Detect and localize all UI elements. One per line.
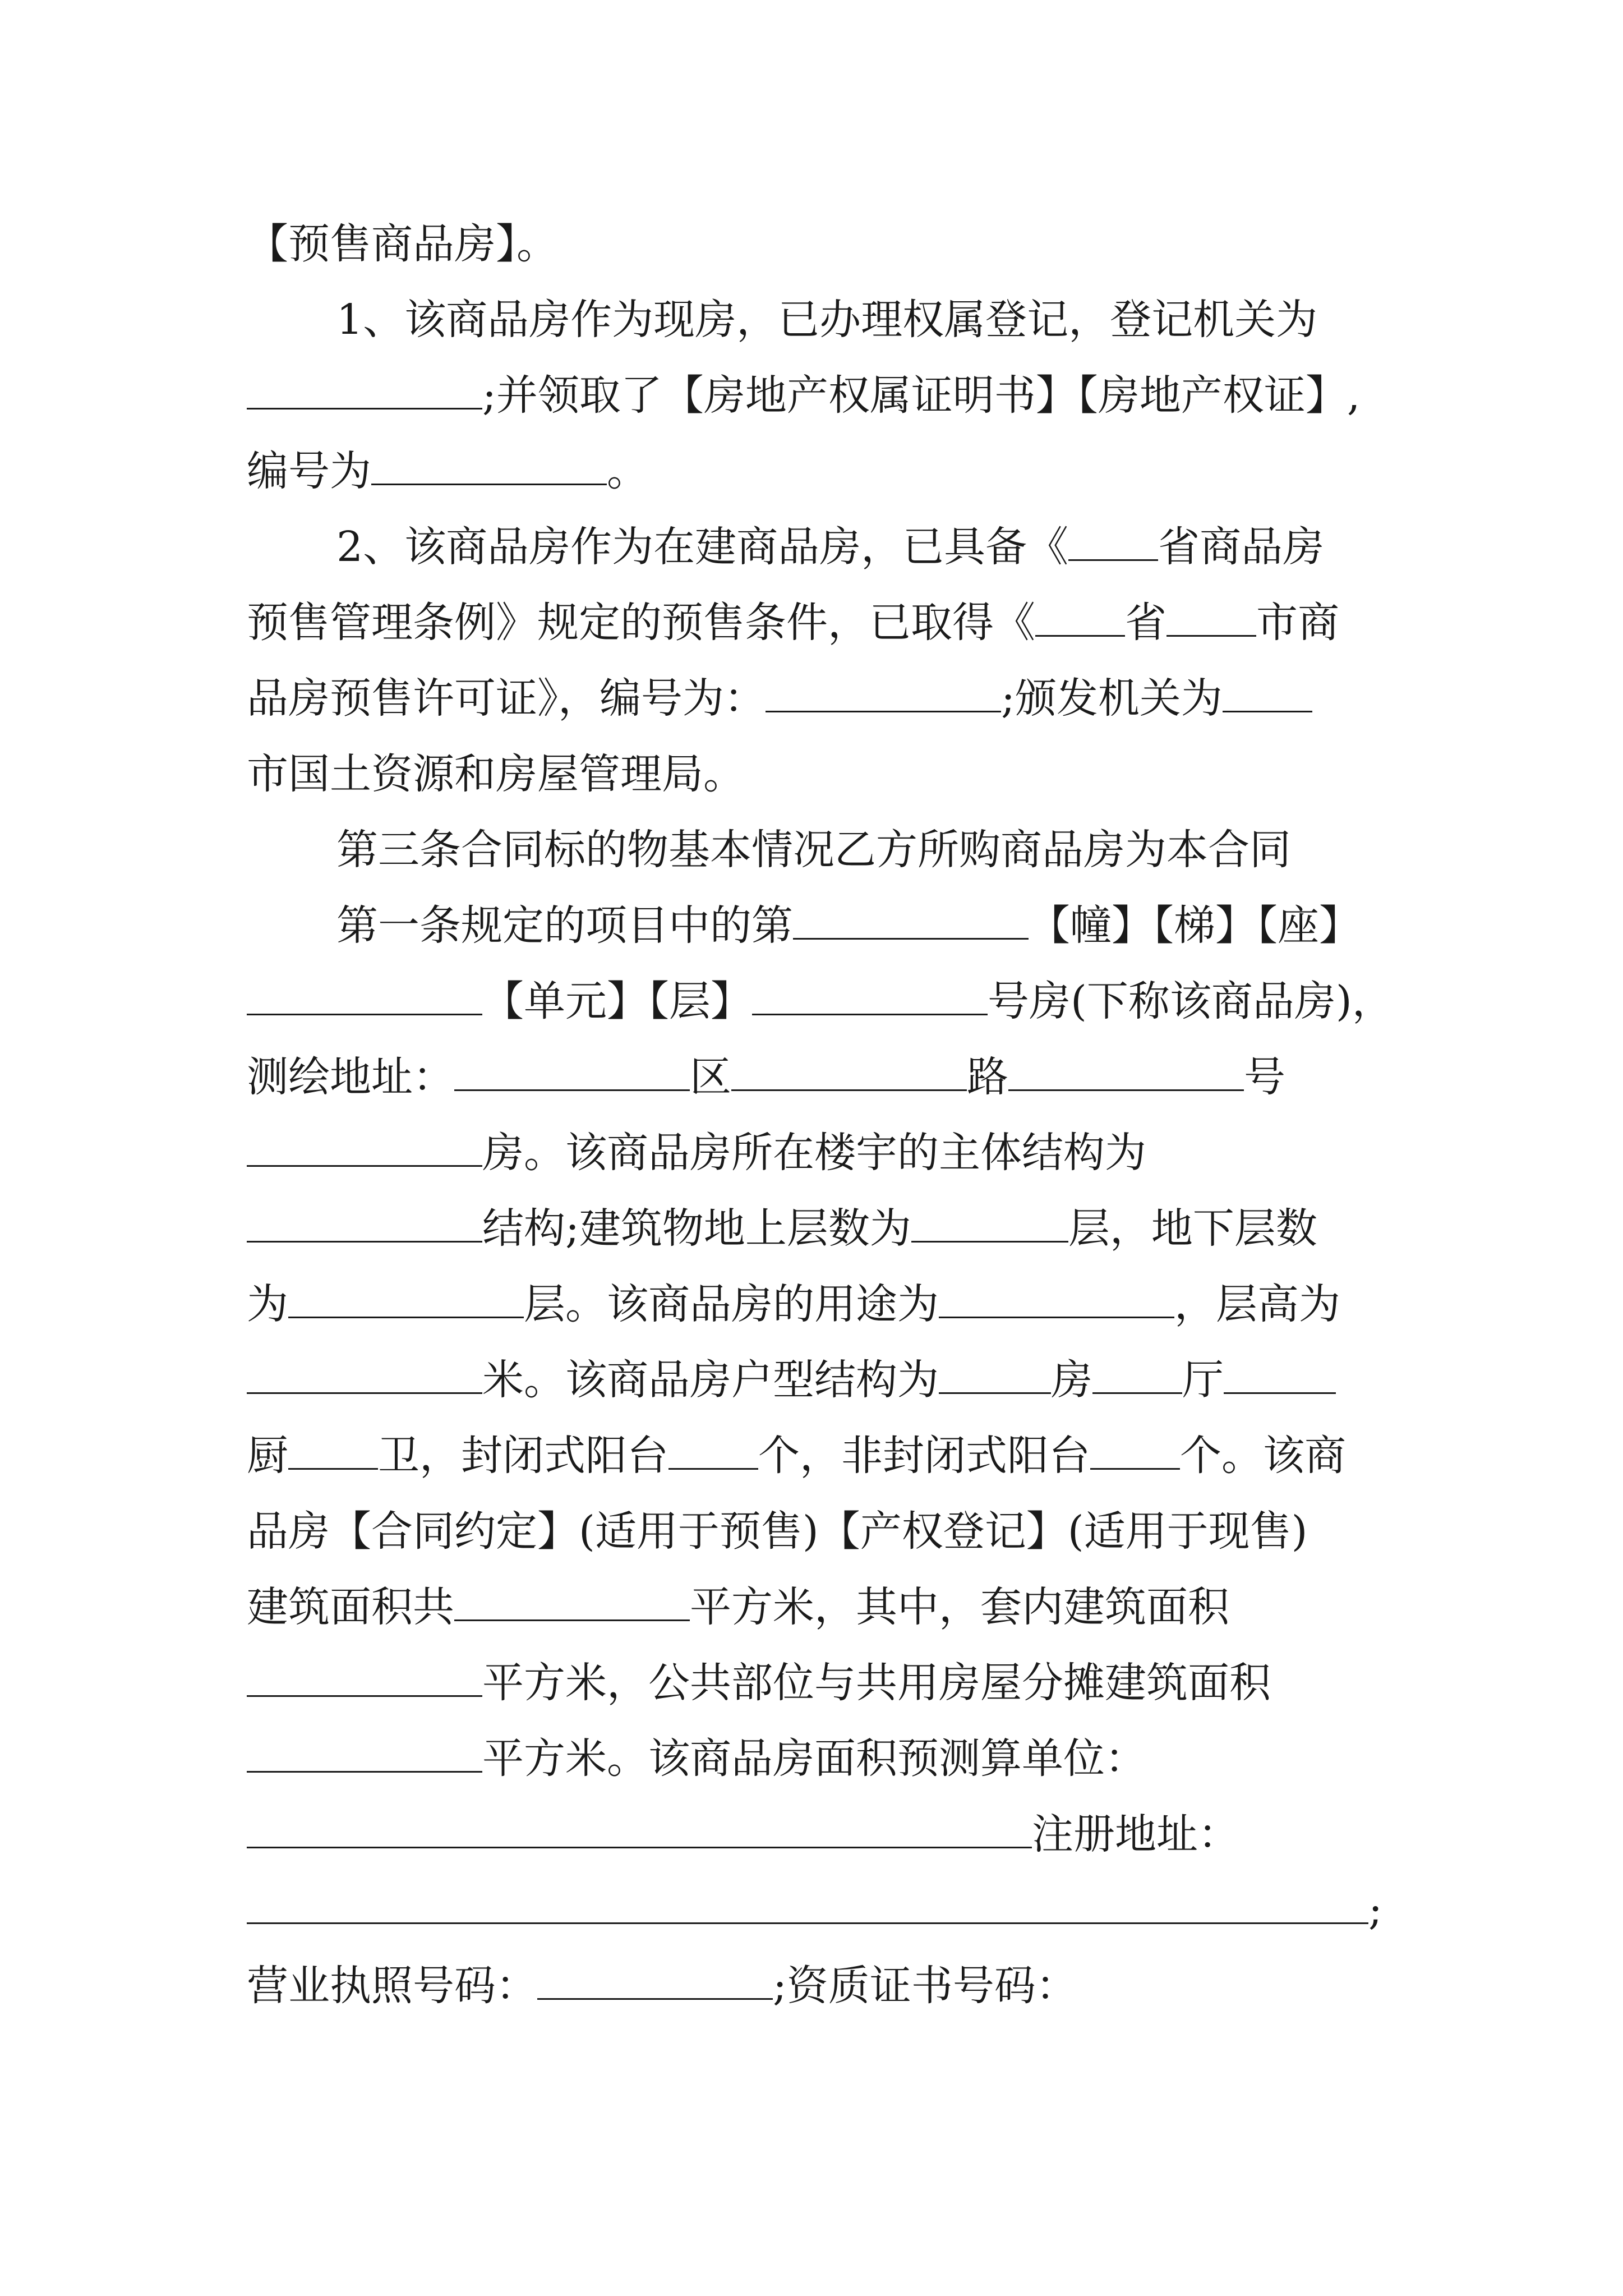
text-segment: 省商品房 bbox=[1158, 523, 1325, 571]
fill-in-blank bbox=[752, 973, 988, 1015]
text-segment: 厨 bbox=[247, 1432, 288, 1480]
fill-in-blank bbox=[911, 1200, 1068, 1243]
fill-in-blank bbox=[793, 898, 1029, 940]
text-segment: 层，地下层数 bbox=[1068, 1204, 1317, 1253]
fill-in-blank bbox=[1092, 1352, 1182, 1394]
text-line bbox=[247, 595, 1385, 651]
text-segment: 注册地址： bbox=[1032, 1810, 1239, 1858]
text-line bbox=[247, 216, 1385, 272]
text-segment: 测绘地址： bbox=[247, 1053, 454, 1101]
text-segment: 品房预售许可证》，编号为： bbox=[247, 674, 766, 723]
fill-in-blank bbox=[939, 1276, 1174, 1318]
text-segment: 号 bbox=[1244, 1053, 1285, 1101]
fill-in-blank bbox=[731, 1049, 967, 1091]
fill-in-blank bbox=[247, 1655, 482, 1697]
text-segment: 为 bbox=[247, 1280, 288, 1328]
fill-in-blank bbox=[288, 1276, 524, 1318]
text-line bbox=[247, 1806, 1385, 1862]
text-segment: 第三条合同标的物基本情况乙方所购商品房为本合同 bbox=[336, 826, 1291, 874]
text-segment: 。 bbox=[607, 447, 648, 495]
text-line bbox=[247, 1352, 1385, 1408]
text-segment: ;资质证书号码： bbox=[773, 1962, 1077, 2010]
text-line bbox=[247, 973, 1394, 1029]
text-segment: 营业执照号码： bbox=[247, 1962, 537, 2010]
text-segment: ，层高为 bbox=[1174, 1280, 1340, 1328]
fill-in-blank bbox=[247, 1882, 1368, 1924]
text-segment: 【幢】【梯】【座】 bbox=[1029, 901, 1361, 950]
text-segment: 市国土资源和房屋管理局。 bbox=[247, 750, 745, 798]
text-segment: ;颁发机关为 bbox=[1001, 674, 1223, 723]
text-segment: 预售管理条例》规定的预售条件，已取得《 bbox=[247, 599, 1035, 647]
fill-in-blank bbox=[288, 1428, 378, 1470]
fill-in-blank bbox=[537, 1958, 773, 2000]
fill-in-blank bbox=[1166, 595, 1256, 637]
text-segment: 厅 bbox=[1182, 1356, 1224, 1404]
text-segment: 房 bbox=[1051, 1356, 1092, 1404]
text-segment: 【预售商品房】。 bbox=[247, 220, 558, 268]
fill-in-blank bbox=[247, 1352, 482, 1394]
fill-in-blank bbox=[1068, 519, 1158, 561]
text-segment: 卫，封闭式阳台 bbox=[378, 1432, 668, 1480]
text-line bbox=[247, 1276, 1385, 1332]
fill-in-blank bbox=[766, 670, 1001, 712]
text-line bbox=[247, 1125, 1385, 1181]
fill-in-blank bbox=[1224, 1352, 1336, 1394]
text-segment: 建筑面积共 bbox=[247, 1583, 454, 1631]
text-segment: 结构;建筑物地上层数为 bbox=[482, 1204, 911, 1253]
text-segment: ; bbox=[1368, 1886, 1382, 1934]
text-line bbox=[247, 443, 1385, 499]
fill-in-blank bbox=[1223, 670, 1312, 712]
text-line bbox=[336, 292, 1385, 348]
text-segment: 层。该商品房的用途为 bbox=[524, 1280, 939, 1328]
text-segment: 第一条规定的项目中的第 bbox=[336, 901, 793, 950]
fill-in-blank bbox=[247, 1125, 482, 1167]
text-segment: 个。该商 bbox=[1180, 1432, 1346, 1480]
text-segment: ;并领取了【房地产权属证明书】【房地产权证】, bbox=[482, 371, 1361, 420]
fill-in-blank bbox=[1008, 1049, 1244, 1091]
fill-in-blank bbox=[247, 367, 482, 409]
fill-in-blank bbox=[1090, 1428, 1180, 1470]
text-line bbox=[247, 746, 1385, 802]
text-segment: 号房(下称该商品房)， bbox=[988, 977, 1394, 1025]
text-segment: 平方米，公共部位与共用房屋分摊建筑面积 bbox=[482, 1659, 1271, 1707]
fill-in-blank bbox=[939, 1352, 1051, 1394]
text-line bbox=[247, 1655, 1385, 1711]
text-segment: 编号为 bbox=[247, 447, 371, 495]
text-line bbox=[336, 822, 1385, 878]
text-segment: 个，非封闭式阳台 bbox=[758, 1432, 1090, 1480]
text-line bbox=[247, 1503, 1385, 1559]
fill-in-blank bbox=[247, 1731, 482, 1773]
text-segment: 平方米，其中，套内建筑面积 bbox=[690, 1583, 1229, 1631]
text-line bbox=[336, 519, 1385, 575]
text-line bbox=[247, 1882, 1385, 1938]
text-line bbox=[247, 1428, 1385, 1484]
text-segment: 市商 bbox=[1256, 599, 1339, 647]
fill-in-blank bbox=[454, 1049, 690, 1091]
text-segment: 【单元】【层】 bbox=[482, 977, 752, 1025]
text-line bbox=[247, 1049, 1385, 1105]
text-line bbox=[247, 1579, 1385, 1635]
text-segment: 品房【合同约定】(适用于预售)【产权登记】(适用于现售) bbox=[247, 1507, 1308, 1556]
text-segment: 路 bbox=[967, 1053, 1008, 1101]
text-line bbox=[336, 898, 1385, 954]
fill-in-blank bbox=[454, 1579, 690, 1621]
text-segment: 1、该商品房作为现房，已办理权属登记，登记机关为 bbox=[336, 296, 1318, 344]
text-line bbox=[247, 1958, 1385, 2014]
fill-in-blank bbox=[668, 1428, 758, 1470]
text-line bbox=[247, 1731, 1385, 1787]
text-segment: 房。该商品房所在楼宇的主体结构为 bbox=[482, 1129, 1146, 1177]
fill-in-blank bbox=[247, 973, 482, 1015]
fill-in-blank bbox=[247, 1200, 482, 1243]
text-segment: 区 bbox=[690, 1053, 731, 1101]
fill-in-blank bbox=[247, 1806, 1032, 1848]
text-segment: 平方米。该商品房面积预测算单位： bbox=[482, 1734, 1146, 1783]
text-line bbox=[247, 367, 1385, 424]
text-line bbox=[247, 1200, 1385, 1257]
text-line bbox=[247, 670, 1385, 726]
text-segment: 米。该商品房户型结构为 bbox=[482, 1356, 939, 1404]
text-segment: 2、该商品房作为在建商品房，已具备《 bbox=[336, 523, 1069, 571]
fill-in-blank bbox=[1035, 595, 1125, 637]
text-segment: 省 bbox=[1125, 599, 1166, 647]
fill-in-blank bbox=[371, 443, 607, 485]
